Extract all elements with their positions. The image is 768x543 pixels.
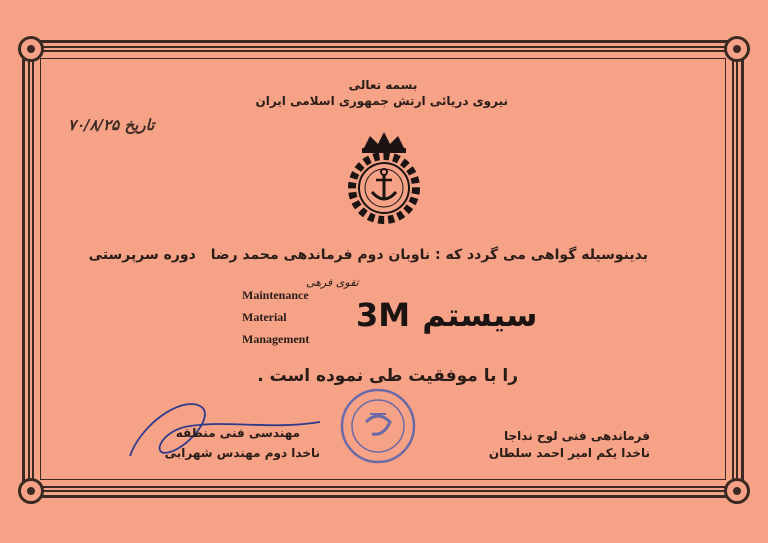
corner-ornament-icon [18, 478, 44, 504]
signature-left-title: مهندسی فنی منطقه [175, 426, 300, 440]
certify-text: بدینوسیله گواهی می گردد که : ناوبان دوم فرماندهی محمد رضا [210, 247, 648, 263]
course-title: سیستم 3M [356, 296, 538, 334]
second-name: تقوی فرهی [306, 276, 359, 289]
navy-emblem-icon [346, 126, 422, 224]
official-stamp-icon [328, 384, 428, 468]
signature-right-name: ناخدا یکم امیر احمد سلطان [488, 446, 650, 460]
signature-left-name: ناخدا دوم مهندس شهرابی [164, 446, 320, 460]
corner-ornament-icon [724, 36, 750, 62]
bismillah: بسمه تعالی [348, 78, 418, 92]
english-line-3: Management [242, 332, 310, 346]
course-prefix: دوره سرپرستی [88, 247, 196, 263]
date: تاریخ ۷۰/۸/۲۵ [68, 116, 155, 134]
corner-ornament-icon [724, 478, 750, 504]
signature-right-title: فرماندهی فنی لوح نداجا [504, 429, 650, 443]
english-line-2: Material [242, 310, 287, 324]
corner-ornament-icon [18, 36, 44, 62]
certify-line [88, 247, 648, 263]
english-line-1: Maintenance [242, 288, 309, 302]
completed-text: را با موفقیت طی نموده است . [257, 366, 518, 386]
organization-name: نیروی دریائی ارتش جمهوری اسلامی ایران [255, 94, 508, 108]
